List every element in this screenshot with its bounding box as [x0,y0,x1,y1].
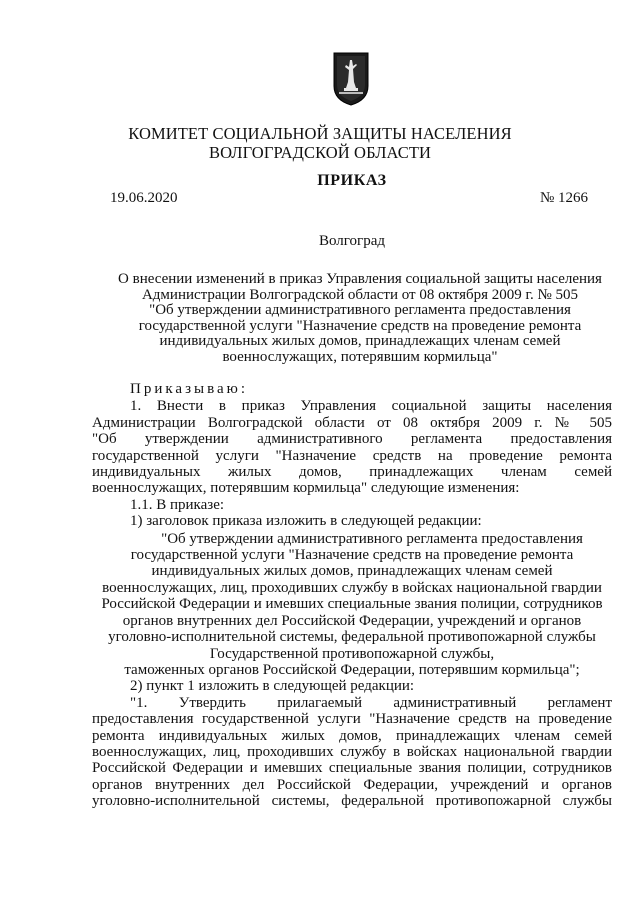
title-line: индивидуальных жилых домов, принадлежащих членам семей [159,333,561,350]
title-line: О внесении изменений в приказ Управления социальной защиты населения [118,271,602,287]
organization-name-line2: ВОЛГОГРАДСКОЙ ОБЛАСТИ [208,143,432,162]
new-title-line: "Об утверждении административного регламента предоставления [161,530,583,547]
new-title-line: Государственной противопожарной службы, [209,645,495,662]
document-number: № 1266 [540,190,589,206]
new-title-line: государственной услуги "Назначение средств на проведение ремонта [130,547,574,564]
paragraph-line: Администрации Волгоградской области от 08 октября 2009 г. № 505 [92,414,612,431]
new-title-line: индивидуальных жилых домов, принадлежащих членам семей [151,563,553,580]
title-line: "Об утверждении административного регламента предоставления [149,302,571,319]
paragraph-line: "Об утверждении административного регламента предоставления [92,431,612,448]
document-body [92,381,612,810]
new-title-line: уголовно-исполнительной системы, федеральной противопожарной службы [108,629,596,646]
document-title [90,272,630,366]
subparagraph-1-1: 1.1. В приказе: [130,496,225,513]
new-title-line: таможенных органов Российской Федерации, потерявшим кормильца"; [124,661,580,678]
new-title-line: Российской Федерации и имевших специальные звания полиции, сотрудников [101,596,603,613]
document-city: Волгоград [318,233,385,249]
document-type-heading: ПРИКАЗ [317,172,387,189]
paragraph-line: индивидуальных жилых домов, принадлежащих членам семей [92,464,612,481]
title-line: военнослужащих, потерявшим кормильца" [222,348,498,365]
document-date: 19.06.2020 [110,190,178,206]
new-title-line: органов внутренних дел Российской Федерации, учреждений и органов [122,612,582,629]
paragraph-line: ремонта индивидуальных жилых домов, принадлежащих членам семей [92,727,612,744]
title-line: государственной услуги "Назначение средств на проведение ремонта [138,317,582,334]
order-word: Приказываю: [130,381,248,397]
paragraph-line: органов внутренних дел Российской Федерации, учреждений и органов [92,776,612,793]
paragraph-line: 1. Внести в приказ Управления социальной защиты населения [130,398,612,415]
paragraph-line: предоставления государственной услуги "Назначение средств на проведение [92,711,612,728]
paragraph-line: уголовно-исполнительной системы, федеральной противопожарной службы [92,793,612,810]
paragraph-line: военнослужащих, потерявшим кормильца" следующие изменения: [92,480,520,497]
title-line: Администрации Волгоградской области от 08 октября 2009 г. № 505 [141,286,579,303]
paragraph-line: военнослужащих, лиц, проходивших службу в войсках национальной гвардии [92,743,612,760]
paragraph-line: государственной услуги "Назначение средств на проведение ремонта [92,447,612,464]
organization-name-line1: КОМИТЕТ СОЦИАЛЬНОЙ ЗАЩИТЫ НАСЕЛЕНИЯ [128,124,512,143]
paragraph-line: Российской Федерации и имевших специальные звания полиции, сотрудников [92,760,612,777]
paragraph-line: "1. Утвердить прилагаемый административный регламент [130,694,612,711]
new-title-line: военнослужащих, лиц, проходивших службу в войсках национальной гвардии [102,579,602,596]
item-1-heading: 1) заголовок приказа изложить в следующей редакции: [130,513,482,530]
item-2-heading: 2) пункт 1 изложить в следующей редакции: [130,678,415,695]
volgograd-coat-of-arms-icon [333,52,369,106]
